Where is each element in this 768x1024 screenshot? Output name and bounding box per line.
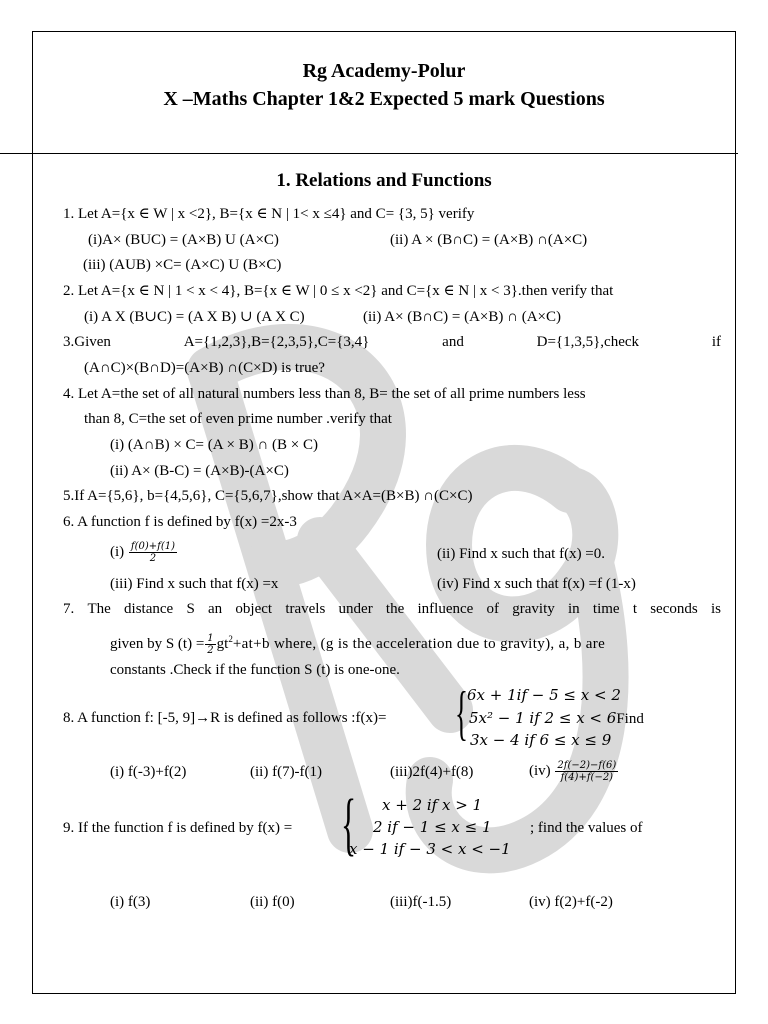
q6-fraction [129, 541, 177, 564]
q9-case-1: x + 2 if x > 1 [382, 796, 483, 814]
q8-part-iii: (iii)2f(4)+f(8) [390, 764, 474, 780]
q8-part-ii: (ii) f(7)-f(1) [250, 764, 323, 780]
q9-tail: ; find the values of [530, 820, 643, 836]
q9-stem: 9. If the function f is defined by f(x) = [63, 820, 293, 836]
q8-fraction-den: f(4)+f(−2) [560, 772, 614, 784]
q7-half-den: 2 [207, 645, 214, 657]
q4-line-1: 4. Let A=the set of all natural numbers less than 8, B= the set of all prime numbers less [63, 386, 586, 402]
q4-line-2: than 8, C=the set of even prime number .verify that [84, 411, 392, 427]
q8-case-2 [469, 709, 644, 728]
q9-case-2: 2 if − 1 ≤ x ≤ 1 [373, 818, 492, 836]
q6-fraction-num: f(0)+f(1) [130, 541, 176, 553]
q7-line-2-b: gt [216, 636, 229, 652]
q7-line-2 [110, 625, 605, 658]
q9-part-iv: (iv) f(2)+f(-2) [529, 894, 613, 910]
q4-part-ii: (ii) A× (B-C) = (A×B)-(A×C) [110, 463, 289, 479]
q7-word: distance [124, 601, 174, 617]
header-title: Rg Academy-Polur [302, 60, 466, 82]
q9-case-3: x − 1 if − 3 < x < −1 [349, 840, 511, 858]
q1-stem: 1. Let A={x ∈ W | x <2}, B={x ∈ N | 1< x ≤4} and C= {3, 5} verify [63, 206, 475, 222]
q9-part-ii: (ii) f(0) [250, 894, 295, 910]
q6-part-iv: (iv) Find x such that f(x) =f (1-x) [437, 576, 636, 592]
q7-line-2-a: given by S (t) = [110, 636, 205, 652]
q1-part-iii: (iii) (AUB) ×C= (A×C) U (B×C) [83, 257, 282, 273]
q7-word: The [87, 601, 111, 617]
q7-line-3: constants .Check if the function S (t) is one-one. [110, 662, 400, 678]
q8-part-iv [529, 754, 619, 788]
q3-word: and [442, 334, 464, 350]
q5-text: 5.If A={5,6}, b={4,5,6}, C={5,6,7},show that A×A=(B×B) ∩(C×C) [63, 488, 473, 504]
q8-find: Find [616, 711, 644, 727]
q7-line-1 [63, 600, 721, 618]
q3-line-1 [63, 333, 721, 351]
q1-part-ii: (ii) A × (B∩C) = (A×B) ∩(A×C) [390, 232, 588, 248]
q7-word: of [486, 601, 500, 617]
q7-half-num: 1 [207, 633, 214, 645]
q7-word: seconds [650, 601, 698, 617]
q7-exponent: 2 [228, 634, 233, 644]
q6-stem: 6. A function f is defined by f(x) =2x-3 [63, 514, 297, 530]
q8-part-iv-label: (iv) [529, 763, 551, 779]
q9-part-iii: (iii)f(-1.5) [390, 894, 452, 910]
q7-half-fraction [205, 633, 215, 656]
q2-part-i: (i) A X (B∪C) = (A X B) ∪ (A X C) [84, 309, 305, 325]
q8-case-3: 3x − 4 if 6 ≤ x ≤ 9 [470, 731, 612, 749]
q3-word: D={1,3,5},check [536, 334, 640, 350]
q7-word: an [208, 601, 223, 617]
q7-word: the [385, 601, 405, 617]
q8-fraction-num: 2f(−2)−f(6) [557, 760, 617, 772]
q3-line-2: (A∩C)×(B∩D)=(A×B) ∩(C×D) is true? [84, 360, 325, 376]
q4-part-i: (i) (A∩B) × C= (A × B) ∩ (B × C) [110, 437, 318, 453]
q3-word: if [711, 334, 721, 350]
q7-word: under [338, 601, 373, 617]
q7-line-2-c: +at+b where, (g is the acceleration due to gravity), a, b are [232, 636, 606, 652]
q7-word: in [568, 601, 580, 617]
q6-part-iii: (iii) Find x such that f(x) =x [110, 576, 279, 592]
q7-word: influence [417, 601, 474, 617]
q8-part-i: (i) f(-3)+f(2) [110, 764, 187, 780]
q8-fraction [555, 760, 618, 783]
section-title: 1. Relations and Functions [276, 170, 492, 191]
q7-word: t [632, 601, 637, 617]
header-subtitle: X –Maths Chapter 1&2 Expected 5 mark Questions [163, 88, 605, 110]
q2-part-ii: (ii) A× (B∩C) = (A×B) ∩ (A×C) [363, 309, 561, 325]
q6-part-ii: (ii) Find x such that f(x) =0. [437, 546, 606, 562]
q8-case-1: 6x + 1if − 5 ≤ x < 2 [467, 686, 621, 704]
q1-part-i: (i)A× (BUC) = (A×B) U (A×C) [88, 232, 279, 248]
q9-brace: { [341, 786, 357, 863]
q7-word: 7. [63, 601, 75, 617]
q7-word: travels [285, 601, 326, 617]
q8-brace: { [455, 680, 468, 746]
q8-case-2-expr: 5x² − 1 if 2 ≤ x < 6 [469, 709, 617, 727]
q9-part-i: (i) f(3) [110, 894, 151, 910]
q7-word: time [592, 601, 620, 617]
q6-part-i-label: (i) [110, 544, 125, 560]
q6-fraction-den: 2 [149, 553, 157, 565]
q7-word: S [186, 601, 195, 617]
header-divider [0, 153, 738, 154]
q2-stem: 2. Let A={x ∈ N | 1 < x < 4}, B={x ∈ W | 0 ≤ x <2} and C={x ∈ N | x < 3}.then verify that [63, 283, 614, 299]
q7-word: object [235, 601, 273, 617]
q3-word: A={1,2,3},B={2,3,5},C={3,4} [183, 334, 370, 350]
q3-word: 3.Given [63, 334, 111, 350]
q7-word: is [710, 601, 721, 617]
q6-part-i [110, 537, 178, 567]
q7-word: gravity [512, 601, 555, 617]
q8-stem: 8. A function f: [-5, 9]→R is defined as follows :f(x)= [63, 710, 387, 726]
